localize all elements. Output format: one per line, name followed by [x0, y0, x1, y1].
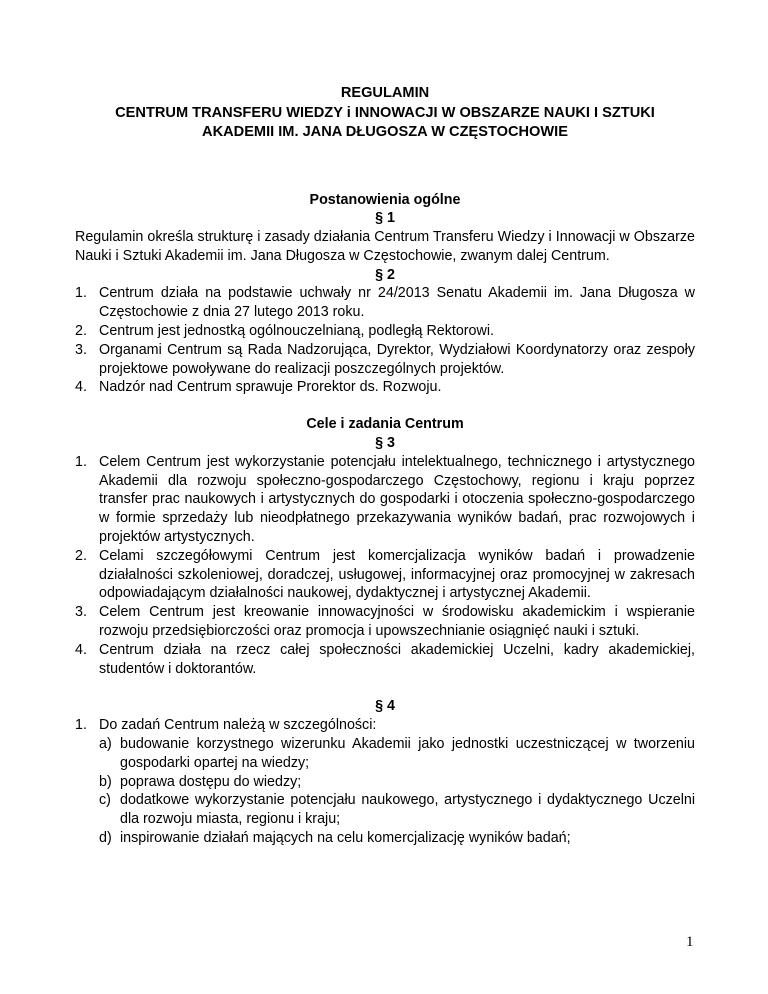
sublist-item: a) budowanie korzystnego wizerunku Akademii jako jednostki uczestniczącej w tworzeniu gospodarki opartej na wiedzy; — [99, 736, 695, 771]
list-item: 3. Organami Centrum są Rada Nadzorująca, Dyrektor, Wydziałowi Koordynatorzy oraz zespoły projektowe powoływane do realizacji poszczególnych projektów. — [75, 341, 695, 377]
list-item: 4. Nadzór nad Centrum sprawuje Prorektor ds. Rozwoju. — [75, 379, 442, 396]
paragraph-1-text: Regulamin określa strukturę i zasady działania Centrum Transferu Wiedzy i Innowacji w Obszarze Nauki i Sztuki Akademii im. Jana Długosza w Częstochowie, zwanym dalej Centrum. — [75, 229, 695, 264]
list-item: 1. Do zadań Centrum należą w szczególności: — [75, 717, 377, 734]
page-number: 1 — [686, 934, 694, 950]
list-item: 4. Centrum działa na rzecz całej społeczności akademickiej Uczelni, kadry akademickiej, studentów i doktorantów. — [75, 641, 695, 677]
sublist-item: b) poprawa dostępu do wiedzy; — [99, 773, 302, 790]
list-item: 2. Centrum jest jednostką ogólnouczelnianą, podległą Rektorowi. — [75, 323, 494, 340]
list-item: 1. Celem Centrum jest wykorzystanie potencjału intelektualnego, technicznego i artystycznego Akademii dla rozwoju społeczno-gospodarczego Częstochowy, regionu i kraju poprzez transfer prac naukowych i artystycznych do gospodarki i otoczenia społeczno-gospodarczego w formie sprzedaży lub nieodpłatnego przekazywania wyników badań, prac rozwojowych i projektów artystycznych. — [75, 453, 695, 546]
list-item: 2. Celami szczegółowymi Centrum jest komercjalizacja wyników badań i prowadzenie działalności szkoleniowej, doradczej, usługowej, informacyjnej oraz promocyjnej w zakresach odpowiadającym działalności naukowej, dydaktycznej i artystycznej Akademii. — [75, 547, 695, 602]
document-page — [75, 84, 695, 848]
sublist-item: c) dodatkowe wykorzystanie potencjału naukowego, artystycznego i dydaktycznego Uczelni dla rozwoju miasta, regionu i kraju; — [99, 792, 695, 828]
section-heading-goals: Cele i zadania Centrum — [306, 416, 464, 433]
doc-title-line1: REGULAMIN — [340, 85, 430, 101]
section-heading-general: Postanowienia ogólne — [309, 191, 461, 208]
paragraph-4-list — [75, 716, 695, 735]
doc-title-line3: AKADEMII IM. JANA DŁUGOSZA W CZĘSTOCHOWIE — [202, 124, 568, 140]
paragraph-4-sublist — [75, 735, 695, 848]
paragraph-mark-3: § 3 — [375, 435, 395, 452]
list-item: 1. Centrum działa na podstawie uchwały nr 24/2013 Senatu Akademii im. Jana Długosza w Częstochowie z dnia 27 lutego 2013 roku. — [75, 285, 695, 321]
paragraph-2-list — [75, 284, 695, 397]
sublist-item: d) inspirowanie działań mających na celu komercjalizację wyników badań; — [99, 830, 571, 846]
paragraph-3-list — [75, 453, 695, 679]
paragraph-mark-1: § 1 — [375, 210, 395, 227]
doc-title-line2: CENTRUM TRANSFERU WIEDZY i INNOWACJI W OBSZARZE NAUKI I SZTUKI — [115, 104, 655, 121]
paragraph-mark-4: § 4 — [375, 698, 395, 715]
paragraph-mark-2: § 2 — [375, 266, 395, 283]
list-item: 3. Celem Centrum jest kreowanie innowacyjności w środowisku akademickim i wspieranie rozwoju przedsiębiorczości oraz promocja i upowszechnianie osiągnięć nauki i sztuki. — [75, 604, 695, 640]
